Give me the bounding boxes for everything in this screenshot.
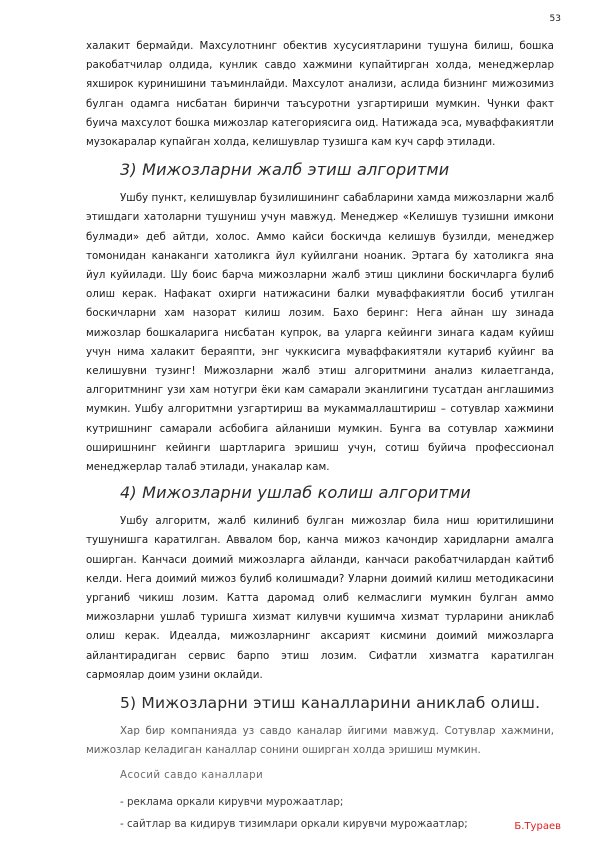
page-number: 53 bbox=[549, 14, 561, 24]
intro-paragraph: халакит бермайди. Махсулотнинг обектив хусусиятларини тушуна билиш, бошка ракобатчилар олдида, кунлик савдо хажмини купайтирган холда, менеджерлар яхширок куринишини таъминлайди. Махсулот анализи, аслида бизнинг мижозимиз булган одамга нисбатан биринчи таъсуротни узгартириши мумкин. Чунки факт буича махсулот бошка мижозлар категориясига оид. Натижада эса, муваффакиятли музокаралар купайган холда, келишувлар тузишга кам куч сарф этилади. bbox=[86, 40, 554, 149]
section-5-heading: 5) Мижозларни этиш каналларини аниклаб олиш. bbox=[120, 694, 541, 713]
section-3-paragraph: Ушбу пункт, келишувлар бузилишининг сабабларини хамда мижозларни жалб этишдаги хатоларни тушуниш учун мавжуд. Менеджер «Келишув тузишни имкони булмади» деб айтди, холос. Аммо кайси боскичда келишув бузилди, менеджер томонидан канаканги хатоликга йул куйилгани ноаник. Эртага бу хатоликга яна йул куйилади. Шу боис барча мижозларни жалб этиш циклини боскичларга булиб олиш керак. Нафакат охирги натижасини балки муваффакиятли босиб утилган боскичларни хам назорат килиш лозим. Бахо беринг: Нега айнан шу зинада мижозлар бошкаларига нисбатан купрок, ва уларга кейинги зинага кадам куйиш учун нима халакит бераяпти, энг чуккисига муваффакиятяли кутариб куйинг ва келишувни тузинг! Мижозларни жалб этиш алгоритмини анализ килаетганда, алгоритмнинг узи хам нотугри ёки кам самарали эканлигини тусатдан англашимиз мумкин. Ушбу алгоритмни узгартириш ва мукаммаллаштириш – сотувлар хажмини кутришнинг самарали асбобига айланиши мумкин. Бунга ва сотувлар хажмини оширишнинг кейинги шартларига эришиш учун, сотиш буйича профессионал менеджерлар талаб этилади, унакалар кам. bbox=[86, 192, 554, 474]
section-4-heading: 4) Мижозларни ушлаб колиш алгоритми bbox=[120, 483, 472, 503]
author-signature: Б.Тураев bbox=[514, 821, 561, 832]
list-item: - реклама оркали кирувчи мурожаатлар; bbox=[120, 795, 344, 808]
list-item: - сайтлар ва кидирув тизимлари оркали кирувчи мурожаатлар; bbox=[120, 817, 468, 830]
document-body bbox=[86, 37, 554, 835]
sales-channels-subheading: Асосий савдо каналлари bbox=[120, 768, 264, 781]
section-4-paragraph: Ушбу алгоритм, жалб килиниб булган мижозлар била ниш юритилишини тушунишга каратилган. Аввалом бор, канча мижоз качондир харидларни амалга оширган. Канчаси доимий мижозларга айланди, канчаси ракобатчилардан кайтиб келди. Нега доимий мижоз булиб колишмади? Уларни доимий килиш методикасини урганиб чикиш лозим. Катта даромад олиб келмаслиги мумкин булган аммо мижозларни ушлаб туришга хизмат килувчи кушимча хизмат турларини аниклаб олиш керак. Идеалда, мижозларнинг аксарият кисмини доимий мижозларга айлантирадиган сервис барпо этиш лозим. Сифатли хизматга каратилган сармоялар доим узини оклайди. bbox=[86, 515, 554, 681]
section-5-paragraph: Хар бир компанияда уз савдо каналар йигими мавжуд. Сотувлар хажмини, мижозлар келадиган каналлар сонини оширган холда эришиш мумкин. bbox=[86, 725, 554, 757]
section-3-heading: 3) Мижозларни жалб этиш алгоритми bbox=[120, 160, 450, 180]
